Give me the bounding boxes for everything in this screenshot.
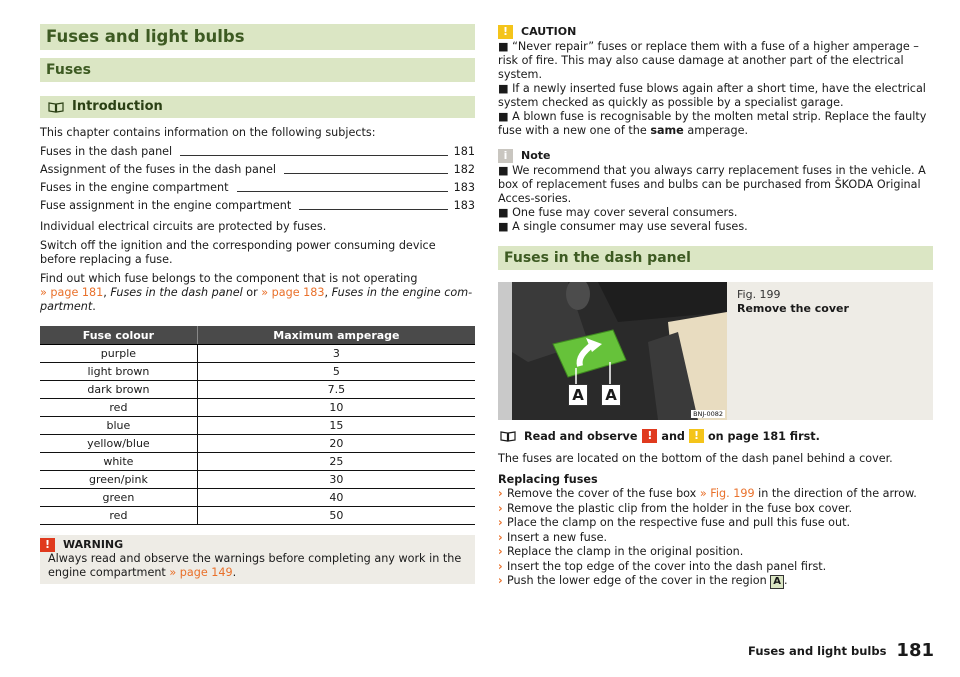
- right-column: [498, 24, 933, 589]
- figure-label-a: A: [568, 384, 588, 406]
- toc-item[interactable]: [40, 163, 475, 177]
- table-row: [40, 471, 475, 489]
- warning-box: [40, 535, 475, 584]
- fuse-colour-cell: red: [40, 507, 197, 525]
- amperage-cell: 10: [197, 399, 475, 417]
- fuse-table: [40, 326, 475, 525]
- caution-item: ■ “Never repair” fuses or replace them with a fuse of a higher amperage – risk of fire. This may also cause damage at another part of the electrical system.: [498, 40, 919, 81]
- amperage-cell: 7.5: [197, 381, 475, 399]
- table-row: [40, 453, 475, 471]
- amperage-cell: 15: [197, 417, 475, 435]
- step-text: Insert the top edge of the cover into the dash panel first.: [507, 559, 827, 573]
- caution-text: [498, 39, 933, 138]
- paragraph-italic: Fuses in the dash panel: [110, 286, 243, 299]
- note-item: ■ A single consumer may use several fuses.: [498, 220, 748, 233]
- observe-text: Read and observe: [524, 429, 638, 443]
- toc-item-label: Fuses in the engine compartment: [40, 181, 229, 194]
- book-icon: [48, 102, 64, 113]
- paragraph: [40, 272, 475, 314]
- note-item: ■ One fuse may cover several consumers.: [498, 206, 738, 219]
- warning-label: WARNING: [63, 538, 124, 551]
- toc-leader: [284, 173, 448, 174]
- table-row: [40, 489, 475, 507]
- paragraph-text: or: [242, 286, 262, 299]
- amperage-cell: 30: [197, 471, 475, 489]
- caution-item-text: amperage.: [683, 124, 749, 137]
- column-header: Maximum amperage: [197, 326, 475, 345]
- page-link[interactable]: » page 183: [261, 286, 325, 299]
- observe-text: and: [661, 429, 685, 443]
- toc-leader: [180, 155, 447, 156]
- toc-list: [40, 145, 475, 213]
- table-row: [40, 363, 475, 381]
- paragraph-italic: Fuses in the engine com-partment: [40, 286, 473, 313]
- step-item: [498, 574, 933, 589]
- table-row: [40, 435, 475, 453]
- step-arrow-icon: ›: [498, 574, 503, 587]
- paragraph-text: Find out which fuse belongs to the component that is not operating: [40, 272, 418, 285]
- replacing-heading: Replacing fuses: [498, 473, 598, 486]
- left-column: [40, 24, 475, 584]
- step-text: Replace the clamp in the original position.: [507, 545, 744, 558]
- step-arrow-icon: ›: [498, 501, 503, 515]
- caution-header: [498, 24, 933, 39]
- info-icon: i: [498, 149, 513, 163]
- warning-text-part: .: [232, 566, 237, 579]
- table-header-row: [40, 326, 475, 345]
- toc-item-label: Fuse assignment in the engine compartment: [40, 199, 292, 212]
- toc-item-page: 182: [453, 163, 475, 176]
- toc-leader: [237, 191, 448, 192]
- table-row: [40, 345, 475, 363]
- table-row: [40, 417, 475, 435]
- note-text: [498, 163, 933, 234]
- fuse-colour-cell: green/pink: [40, 471, 197, 489]
- figure-caption: [727, 282, 859, 420]
- warning-icon: !: [40, 538, 55, 552]
- toc-item[interactable]: [40, 199, 475, 213]
- amperage-cell: 25: [197, 453, 475, 471]
- caution-icon: !: [498, 25, 513, 39]
- step-text: Insert a new fuse.: [507, 530, 608, 544]
- amperage-cell: 5: [197, 363, 475, 381]
- table-row: [40, 507, 475, 525]
- toc-item-label: Fuses in the dash panel: [40, 145, 173, 158]
- paragraph-text: ,: [103, 286, 111, 299]
- step-arrow-icon: ›: [498, 559, 503, 573]
- paragraph: The fuses are located on the bottom of the dash panel behind a cover.: [498, 452, 893, 465]
- step-arrow-icon: ›: [498, 487, 503, 500]
- page-link[interactable]: » page 149: [169, 566, 233, 579]
- step-item: [498, 502, 933, 517]
- fuse-colour-cell: white: [40, 453, 197, 471]
- column-header: Fuse colour: [40, 326, 197, 345]
- step-item: [498, 487, 933, 502]
- intro-text: This chapter contains information on the following subjects:: [40, 126, 376, 139]
- caution-item: [498, 110, 933, 138]
- step-arrow-icon: ›: [498, 530, 503, 544]
- toc-item-label: Assignment of the fuses in the dash panel: [40, 163, 276, 176]
- region-label: A: [770, 575, 784, 589]
- figure-title: Remove the cover: [737, 302, 849, 315]
- step-item: [498, 531, 933, 546]
- figure: [498, 282, 933, 420]
- caution-item-bold: same: [650, 124, 684, 137]
- page-footer: [748, 640, 934, 661]
- table-body: [40, 345, 475, 525]
- step-arrow-icon: ›: [498, 545, 503, 558]
- warning-header: [40, 535, 475, 552]
- paragraph: Switch off the ignition and the corresponding power consuming device before replacing a fuse.: [40, 239, 436, 266]
- figure-number: Fig. 199: [737, 288, 781, 301]
- chapter-title: Fuses and light bulbs: [40, 24, 475, 50]
- fuse-colour-cell: dark brown: [40, 381, 197, 399]
- figure-link[interactable]: » Fig. 199: [699, 487, 755, 500]
- step-item: [498, 545, 933, 560]
- step-text: Remove the plastic clip from the holder in the fuse box cover.: [507, 501, 853, 515]
- step-item: [498, 516, 933, 531]
- fuse-colour-cell: blue: [40, 417, 197, 435]
- table-row: [40, 381, 475, 399]
- table-row: [40, 399, 475, 417]
- step-item: [498, 560, 933, 575]
- section-title: Fuses: [40, 58, 475, 82]
- caution-icon: !: [689, 429, 704, 443]
- paragraph-text: .: [92, 300, 96, 313]
- toc-item-page: 181: [453, 145, 475, 158]
- intro-heading: [40, 96, 475, 118]
- footer-title: Fuses and light bulbs: [748, 643, 887, 658]
- toc-item-page: 183: [453, 181, 475, 194]
- caution-label: CAUTION: [521, 25, 577, 38]
- observe-line: [498, 429, 933, 443]
- fuse-colour-cell: purple: [40, 345, 197, 363]
- amperage-cell: 50: [197, 507, 475, 525]
- note-header: [498, 148, 933, 163]
- page-number: 181: [896, 640, 934, 661]
- fuse-colour-cell: yellow/blue: [40, 435, 197, 453]
- step-text: .: [783, 574, 788, 587]
- step-text: Remove the cover of the fuse box: [507, 487, 700, 500]
- figure-code: BNJ-0082: [693, 410, 723, 418]
- warning-text: [40, 552, 475, 584]
- warning-icon: !: [642, 429, 657, 443]
- step-text: Push the lower edge of the cover in the region: [507, 574, 767, 587]
- amperage-cell: 40: [197, 489, 475, 507]
- figure-image: [498, 282, 727, 420]
- step-text: Place the clamp on the respective fuse and pull this fuse out.: [507, 516, 851, 529]
- book-icon: [500, 431, 516, 442]
- toc-leader: [299, 209, 447, 210]
- observe-text: on page 181 first.: [707, 429, 820, 443]
- fuse-colour-cell: red: [40, 399, 197, 417]
- caution-item: ■ If a newly inserted fuse blows again after a short time, have the electrical system checked as quickly as possible by a specialist garage.: [498, 82, 926, 109]
- page-link[interactable]: » page 181: [40, 286, 104, 299]
- toc-item[interactable]: [40, 181, 475, 195]
- fuse-colour-cell: light brown: [40, 363, 197, 381]
- section-title: Fuses in the dash panel: [498, 246, 933, 270]
- amperage-cell: 3: [197, 345, 475, 363]
- warning-text-part: Always read and observe the warnings before completing any work in the engine compartment: [48, 552, 462, 579]
- step-list: [498, 487, 933, 589]
- step-arrow-icon: ›: [498, 516, 503, 529]
- toc-item[interactable]: [40, 145, 475, 159]
- step-text: in the direction of the arrow.: [754, 487, 917, 500]
- fuse-colour-cell: green: [40, 489, 197, 507]
- figure-label-a: A: [601, 384, 621, 406]
- paragraph-text: ,: [324, 286, 332, 299]
- amperage-cell: 20: [197, 435, 475, 453]
- toc-item-page: 183: [453, 199, 475, 212]
- paragraph: Individual electrical circuits are protected by fuses.: [40, 220, 327, 233]
- note-label: Note: [521, 149, 551, 162]
- caution-item-text: ■ A blown fuse is recognisable by the molten metal strip. Replace the faulty fuse with a new one of the: [498, 110, 927, 137]
- note-item: ■ We recommend that you always carry replacement fuses in the vehicle. A box of replacement fuses and bulbs can be purchased from ŠKODA Original Acces-sories.: [498, 164, 926, 205]
- intro-heading-label: Introduction: [72, 99, 163, 114]
